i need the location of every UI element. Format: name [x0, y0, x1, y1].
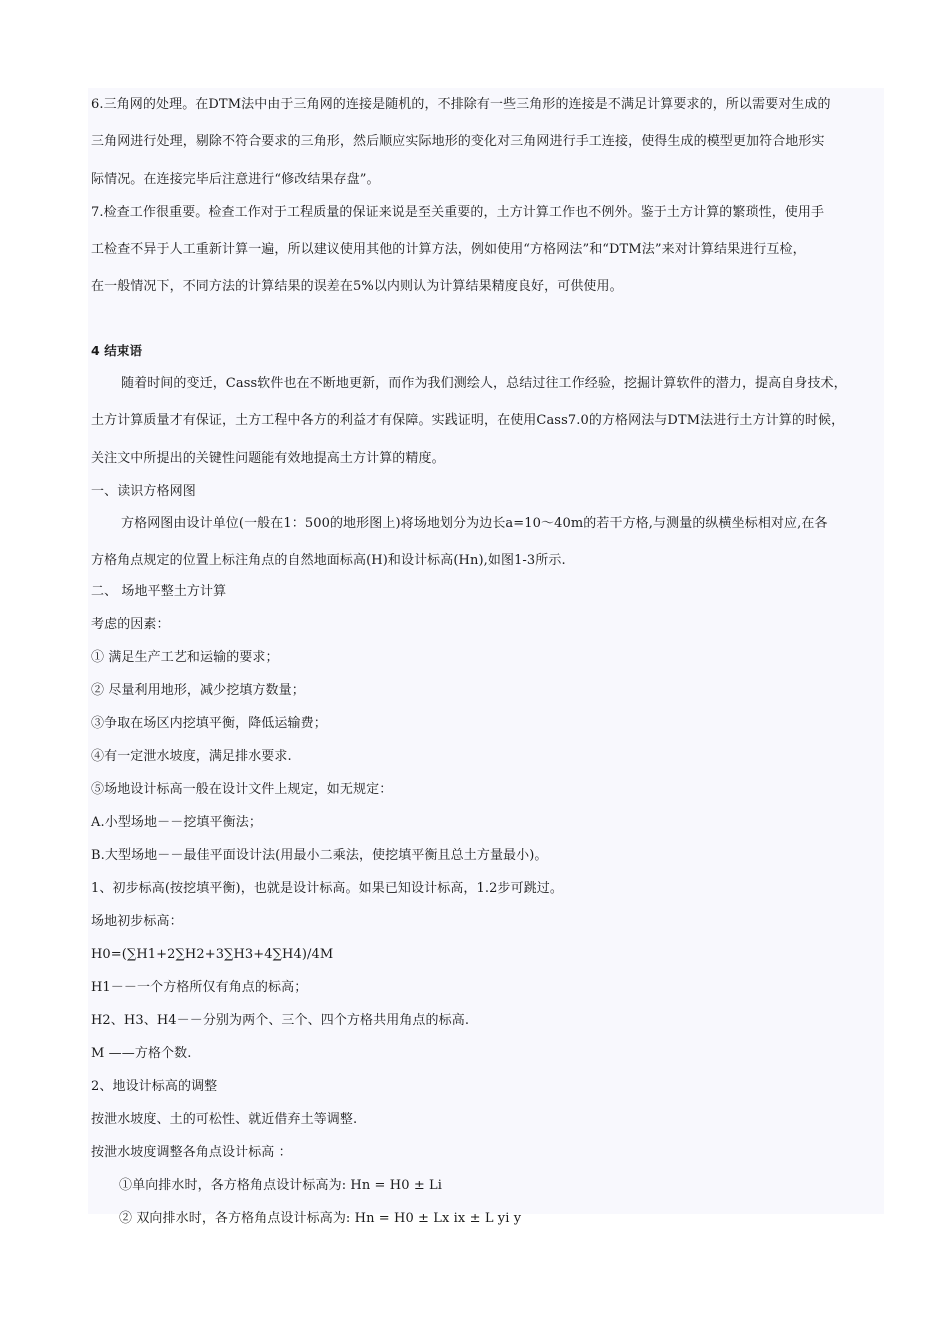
def-m: M ——方格个数. — [91, 1046, 192, 1061]
part1-line2: 方格角点规定的位置上标注角点的自然地面标高(H)和设计标高(Hn),如图1-3所示. — [91, 553, 566, 568]
option-b: B.大型场地－－最佳平面设计法(用最小二乘法，使挖填平衡且总土方量最小)。 — [91, 848, 548, 863]
step2-line2: 按泄水坡度调整各角点设计标高 ： — [91, 1145, 292, 1160]
part1-line1: 方格网图由设计单位(一般在1：500的地形图上)将场地划分为边长a=10～40m的若干方格,与测量的纵横坐标相对应,在各 — [121, 516, 828, 531]
document-page — [88, 88, 884, 1226]
section7-line1: 7.检查工作很重要。检查工作对于工程质量的保证来说是至关重要的，土方计算工作也不例外。鉴于土方计算的繁琐性，使用手 — [91, 205, 825, 220]
conclusion-line2: 土方计算质量才有保证，土方工程中各方的利益才有保障。实践证明，在使用Cass7.0的方格网法与DTM法进行土方计算的时候， — [91, 413, 845, 428]
step2-line1: 按泄水坡度、土的可松性、就近借弃土等调整. — [91, 1112, 358, 1127]
conclusion-line1: 随着时间的变迁，Cass软件也在不断地更新，而作为我们测绘人，总结过往工作经验，挖掘计算软件的潜力，提高自身技术， — [121, 376, 847, 391]
section7-line3: 在一般情况下，不同方法的计算结果的误差在5%以内则认为计算结果精度良好，可供使用。 — [91, 279, 623, 294]
section7-line2: 工检查不异于人工重新计算一遍，所以建议使用其他的计算方法，例如使用“方格网法”和“DTM法”来对计算结果进行互检， — [91, 242, 806, 257]
single-drain: ①单向排水时，各方格角点设计标高为: Hn = H0 ± Li — [119, 1178, 443, 1193]
def-h234: H2、H3、H4－－分别为两个、三个、四个方格共用角点的标高. — [91, 1013, 470, 1028]
double-drain: ② 双向排水时，各方格角点设计标高为: Hn = H0 ± Lx ix ± L yi y — [119, 1211, 522, 1226]
option-a: A.小型场地－－挖填平衡法； — [91, 815, 262, 830]
def-h1: H1－－一个方格所仅有角点的标高； — [91, 980, 308, 995]
factor-item: ① 满足生产工艺和运输的要求； — [91, 650, 279, 665]
factor-item: ⑤场地设计标高一般在设计文件上规定，如无规定： — [91, 782, 393, 797]
section6-line1: 6.三角网的处理。在DTM法中由于三角网的连接是随机的，不排除有一些三角形的连接是不满足计算要求的，所以需要对生成的 — [91, 97, 831, 112]
step1: 1、初步标高(按挖填平衡)，也就是设计标高。如果已知设计标高，1.2步可跳过。 — [91, 881, 563, 896]
step2: 2、地设计标高的调整 — [91, 1079, 218, 1094]
section6-line2: 三角网进行处理，剔除不符合要求的三角形，然后顺应实际地形的变化对三角网进行手工连接，使得生成的模型更加符合地形实 — [91, 134, 825, 149]
conclusion-heading: 4 结束语 — [91, 343, 143, 358]
factor-item: ③争取在场区内挖填平衡，降低运输费； — [91, 716, 327, 731]
factors-label: 考虑的因素： — [91, 617, 170, 632]
step1-label: 场地初步标高： — [91, 914, 183, 929]
part2-heading: 二、 场地平整土方计算 — [91, 584, 227, 599]
factor-item: ④有一定泄水坡度，满足排水要求. — [91, 749, 292, 764]
section6-line3: 际情况。在连接完毕后注意进行“修改结果存盘”。 — [91, 172, 380, 187]
part1-heading: 一、读识方格网图 — [91, 484, 196, 499]
factor-item: ② 尽量利用地形，减少挖填方数量； — [91, 683, 305, 698]
formula: H0=(∑H1+2∑H2+3∑H3+4∑H4)/4M — [91, 947, 334, 962]
conclusion-line3: 关注文中所提出的关键性问题能有效地提高土方计算的精度。 — [91, 451, 445, 466]
